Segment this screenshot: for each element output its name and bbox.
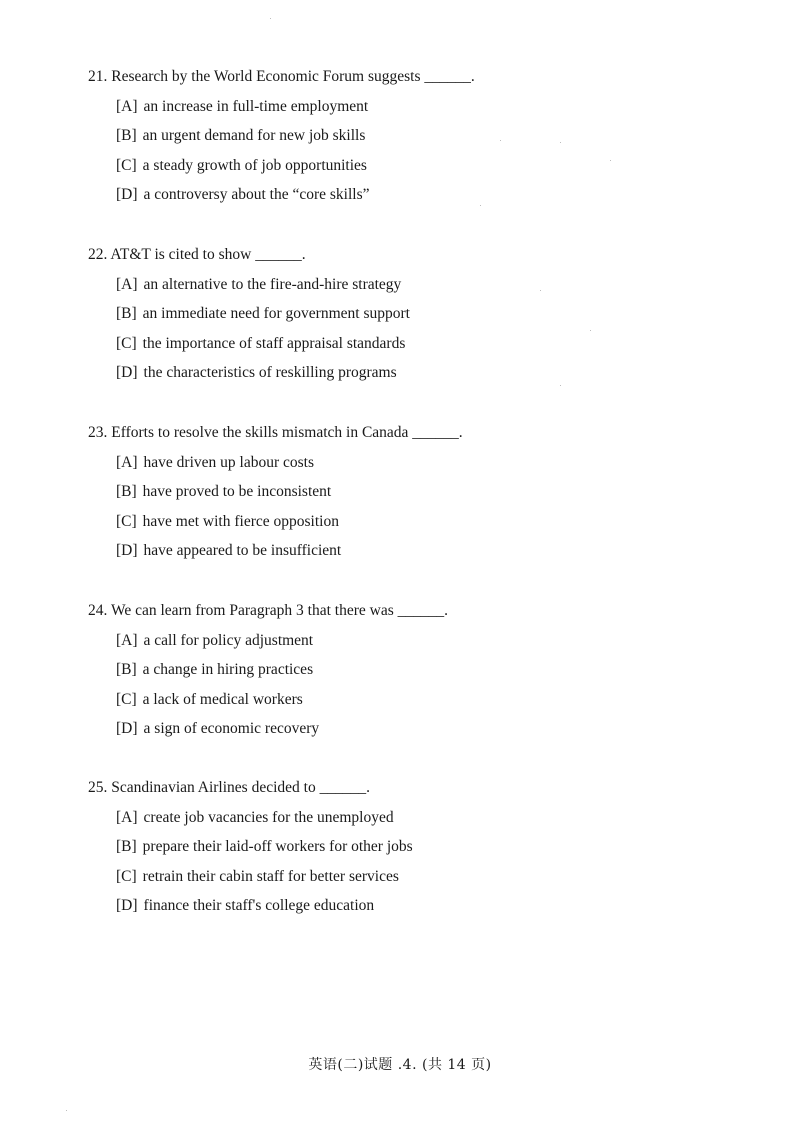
question-stem: 22. AT&T is cited to show ______. <box>88 246 306 263</box>
option-letter: [C] <box>116 334 137 352</box>
option-d <box>116 363 728 383</box>
option-letter: [A] <box>116 631 138 649</box>
option-text: create job vacancies for the unemployed <box>143 808 394 826</box>
option-b <box>116 126 728 146</box>
option-letter: [B] <box>116 305 137 322</box>
option-text: have driven up labour costs <box>143 453 314 471</box>
option-text: a steady growth of job opportunities <box>142 156 367 174</box>
option-letter: [A] <box>116 275 138 293</box>
option-letter: [B] <box>116 483 137 500</box>
option-letter: [D] <box>116 542 138 559</box>
option-d <box>116 185 728 205</box>
option-text: an increase in full-time employment <box>143 97 369 115</box>
scan-speck <box>560 142 561 143</box>
question-24 <box>88 601 728 739</box>
option-letter: [C] <box>116 690 137 708</box>
question-stem: 21. Research by the World Economic Forum suggests ______. <box>88 68 475 85</box>
option-text: a controversy about the “core skills” <box>143 186 370 203</box>
option-letter: [C] <box>116 512 137 530</box>
option-letter: [D] <box>116 364 138 381</box>
option-letter: [D] <box>116 897 138 914</box>
option-letter: [C] <box>116 867 137 885</box>
option-b <box>116 660 728 680</box>
scan-speck <box>66 1110 67 1111</box>
option-letter: [B] <box>116 661 137 678</box>
option-a <box>116 97 728 117</box>
question-22 <box>88 245 728 383</box>
option-b <box>116 304 728 324</box>
question-stem: 24. We can learn from Paragraph 3 that there was ______. <box>88 602 449 619</box>
scan-speck <box>590 330 591 331</box>
scan-speck <box>500 140 501 141</box>
question-23 <box>88 423 728 561</box>
option-a <box>116 808 728 828</box>
question-stem: 25. Scandinavian Airlines decided to ______. <box>88 779 370 796</box>
scan-speck <box>540 290 541 291</box>
option-a <box>116 275 728 295</box>
option-text: a call for policy adjustment <box>143 631 314 649</box>
option-letter: [C] <box>116 156 137 174</box>
option-d <box>116 541 728 561</box>
question-25 <box>88 778 728 916</box>
option-text: an immediate need for government support <box>142 305 410 322</box>
option-text: finance their staff's college education <box>143 897 375 914</box>
option-text: an alternative to the fire-and-hire strategy <box>143 275 402 293</box>
option-c <box>116 867 728 887</box>
option-b <box>116 482 728 502</box>
option-a <box>116 453 728 473</box>
option-text: the importance of staff appraisal standards <box>142 334 406 352</box>
scan-speck <box>480 205 481 206</box>
option-letter: [A] <box>116 453 138 471</box>
option-text: have proved to be inconsistent <box>142 483 332 500</box>
option-text: retrain their cabin staff for better services <box>142 867 399 885</box>
option-text: have met with fierce opposition <box>142 512 339 530</box>
option-letter: [D] <box>116 720 138 737</box>
option-text: an urgent demand for new job skills <box>142 127 366 144</box>
scan-speck <box>610 160 611 161</box>
scan-speck <box>270 18 271 19</box>
question-stem: 23. Efforts to resolve the skills mismatch in Canada ______. <box>88 424 463 441</box>
option-c <box>116 690 728 710</box>
option-c <box>116 334 728 354</box>
option-letter: [A] <box>116 808 138 826</box>
option-letter: [D] <box>116 186 138 203</box>
scan-speck <box>560 385 561 386</box>
option-a <box>116 631 728 651</box>
option-d <box>116 896 728 916</box>
option-text: the characteristics of reskilling programs <box>143 364 397 381</box>
question-21 <box>88 67 728 205</box>
option-letter: [B] <box>116 838 137 855</box>
page-footer: 英语(二)试题 .4. (共 14 页) <box>308 1057 492 1073</box>
option-b <box>116 837 728 857</box>
option-letter: [B] <box>116 127 137 144</box>
option-text: a change in hiring practices <box>142 661 314 678</box>
option-c <box>116 156 728 176</box>
option-text: a lack of medical workers <box>142 690 303 708</box>
option-text: a sign of economic recovery <box>143 720 320 737</box>
option-letter: [A] <box>116 97 138 115</box>
option-text: prepare their laid-off workers for other jobs <box>142 838 413 855</box>
option-text: have appeared to be insufficient <box>143 542 342 559</box>
option-d <box>116 719 728 739</box>
option-c <box>116 512 728 532</box>
